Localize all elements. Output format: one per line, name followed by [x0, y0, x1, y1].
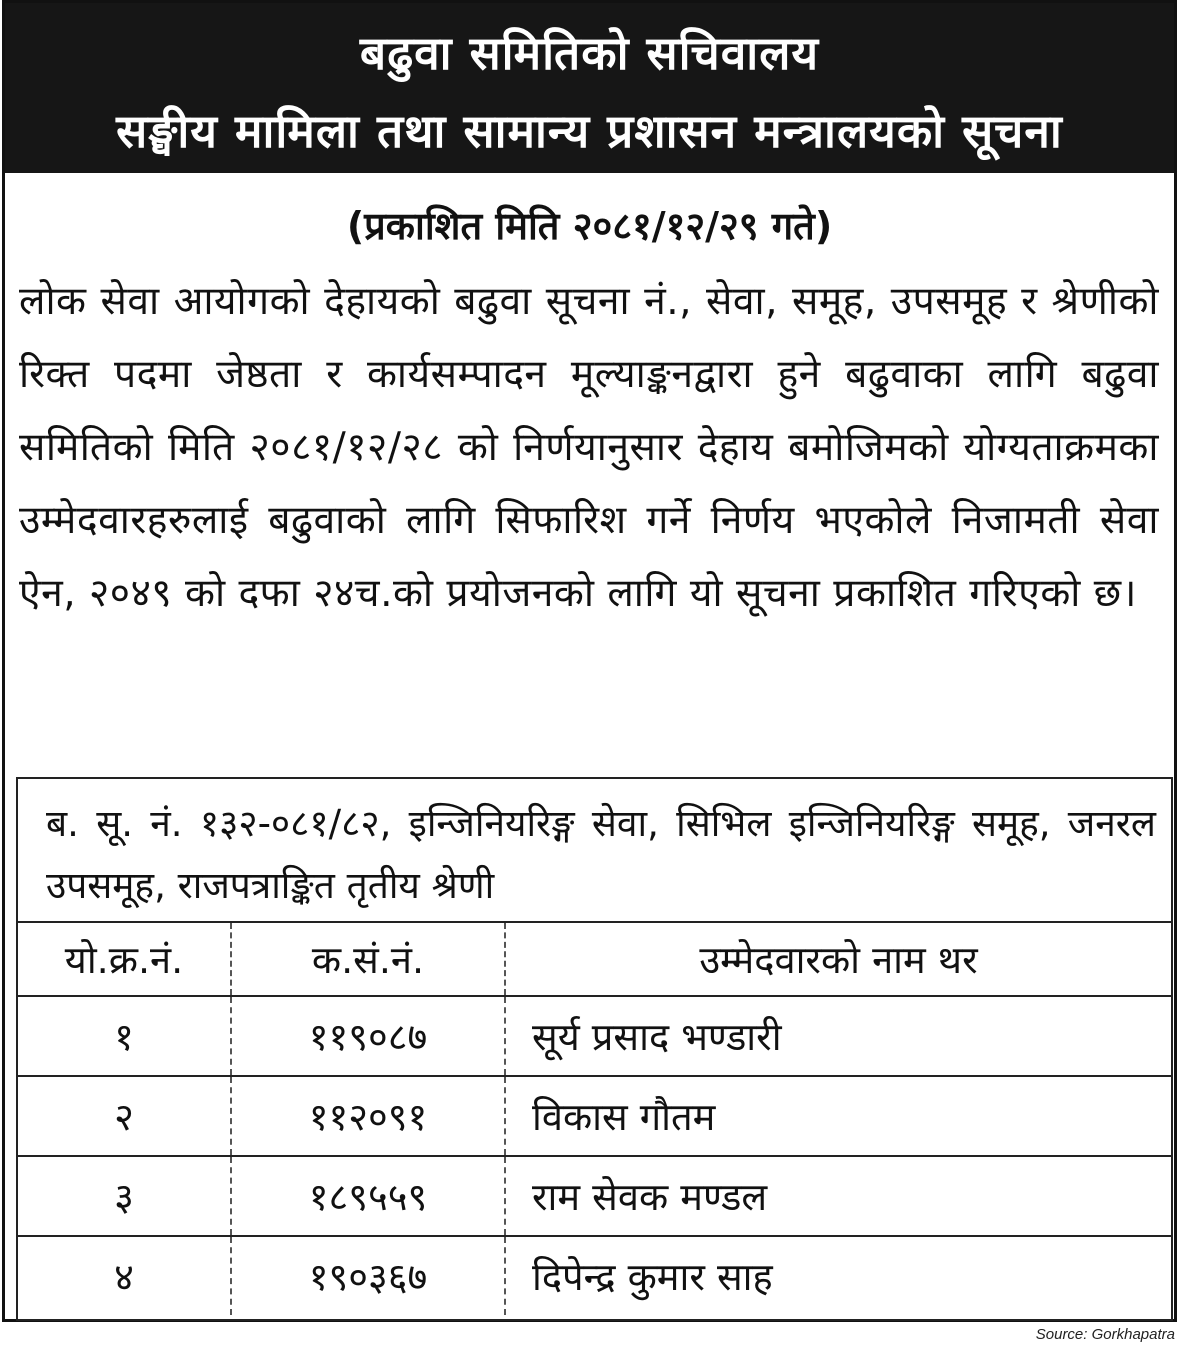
column-header-code: क.सं.नं.: [231, 923, 505, 996]
notice: [2, 0, 1177, 1322]
cell-rank: २: [18, 1076, 231, 1156]
published-date: (प्रकाशित मिति २०८१/१२/२९ गते): [346, 204, 833, 248]
cell-code: ११९०८७: [231, 996, 505, 1076]
header-title: बढुवा समितिको सचिवालय: [359, 26, 820, 80]
notice-header: [5, 3, 1174, 173]
table-row: [18, 1076, 1171, 1156]
candidate-table: [18, 923, 1171, 1315]
table-header-row: [18, 923, 1171, 996]
source-credit: Source: Gorkhapatra: [1035, 1326, 1175, 1343]
candidate-table-box: [16, 777, 1173, 1321]
cell-rank: ३: [18, 1156, 231, 1236]
cell-name: राम सेवक मण्डल: [505, 1156, 1171, 1236]
column-header-rank: यो.क्र.नं.: [18, 923, 231, 996]
cell-rank: ४: [18, 1236, 231, 1315]
cell-code: १९०३६७: [231, 1236, 505, 1315]
notice-body: लोक सेवा आयोगको देहायको बढुवा सूचना नं., सेवा, समूह, उपसमूह र श्रेणीको रिक्त पदमा जेष्ठता र कार्यसम्पादन मूल्याङ्कनद्वारा हुने बढुवाका लागि बढुवा समितिको मिति २०८१/१२/२८ को निर्णयानुसार देहाय बमोजिमको योग्यताक्रमका उम्मेदवारहरुलाई बढुवाको लागि सिफारिश गर्ने निर्णय भएकोले निजामती सेवा ऐन, २०४९ को दफा २४च.को प्रयोजनको लागि यो सूचना प्रकाशित गरिएको छ।: [19, 279, 1159, 616]
cell-name: सूर्य प्रसाद भण्डारी: [505, 996, 1171, 1076]
table-row: [18, 1236, 1171, 1315]
header-subtitle: सङ्घीय मामिला तथा सामान्य प्रशासन मन्त्रालयको सूचना: [116, 104, 1063, 158]
column-header-name: उम्मेदवारको नाम थर: [505, 923, 1171, 996]
cell-rank: १: [18, 996, 231, 1076]
table-row: [18, 996, 1171, 1076]
cell-code: ११२०९१: [231, 1076, 505, 1156]
cell-name: विकास गौतम: [505, 1076, 1171, 1156]
table-heading: ब. सू. नं. १३२-०८१/८२, इन्जिनियरिङ्ग सेवा, सिभिल इन्जिनियरिङ्ग समूह, जनरल उपसमूह, राजपत्राङ्कित तृतीय श्रेणी: [46, 802, 1156, 907]
table-heading-box: [18, 779, 1171, 923]
cell-name: दिपेन्द्र कुमार साह: [532, 1255, 773, 1299]
table-row: [18, 1156, 1171, 1236]
cell-code: १८९५५९: [231, 1156, 505, 1236]
